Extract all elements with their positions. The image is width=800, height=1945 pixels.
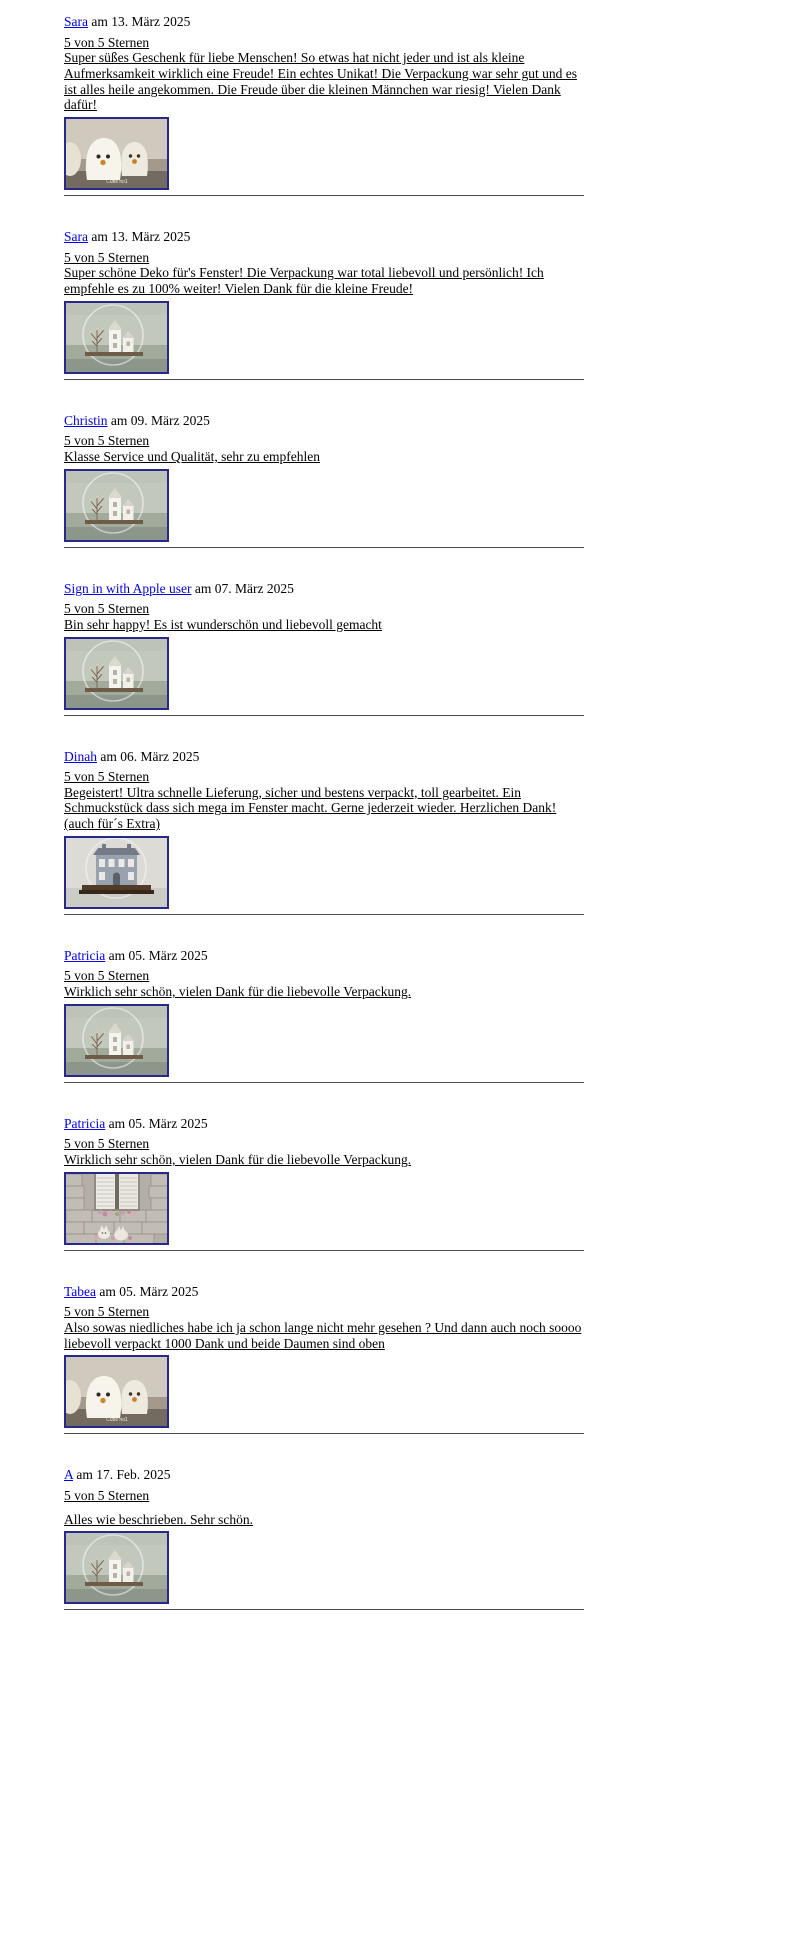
review-photo-link[interactable]	[64, 1355, 169, 1428]
review-divider	[64, 379, 584, 380]
photo-caption: Cutie no1	[106, 178, 128, 185]
review-photo-link[interactable]	[64, 836, 169, 909]
window-wall-photo-image	[66, 1174, 167, 1243]
white-houses-photo-image	[66, 1006, 167, 1075]
review-photo-ghost-lanterns	[64, 117, 169, 190]
review-photo-white-houses	[64, 301, 169, 374]
review-text: Also sowas niedliches habe ich ja schon lange nicht mehr gesehen ? Und dann auch noch soooo liebevoll verpackt 1000 Dank und beide Daumen sind oben	[64, 1320, 582, 1351]
reviewer-link[interactable]: Sign in with Apple user	[64, 580, 192, 596]
review-date: am 06. März 2025	[97, 748, 200, 764]
ghost-lanterns-photo-image	[66, 1357, 167, 1426]
review-item	[64, 1467, 584, 1610]
review-meta	[64, 14, 584, 30]
review-rating: 5 von 5 Sternen	[64, 1304, 150, 1320]
review-meta	[64, 749, 584, 765]
review-photo-link[interactable]	[64, 1004, 169, 1077]
review-item	[64, 581, 584, 716]
review-photo-link[interactable]	[64, 469, 169, 542]
review-divider	[64, 1609, 584, 1610]
review-photo-link[interactable]	[64, 117, 169, 190]
review-photo-ghost-lanterns	[64, 1355, 169, 1428]
review-photo-white-houses	[64, 469, 169, 542]
reviewer-link[interactable]: Christin	[64, 412, 108, 428]
review-date: am 05. März 2025	[105, 1115, 208, 1131]
reviewer-link[interactable]: Sara	[64, 228, 88, 244]
review-divider	[64, 1082, 584, 1083]
review-date: am 07. März 2025	[191, 580, 294, 596]
review-photo-window-wall	[64, 1172, 169, 1245]
review-meta	[64, 229, 584, 245]
review-rating: 5 von 5 Sternen	[64, 34, 150, 50]
review-photo-link[interactable]	[64, 1531, 169, 1604]
reviewer-link[interactable]: Patricia	[64, 1115, 106, 1131]
review-rating: 5 von 5 Sternen	[64, 769, 150, 785]
review-date: am 09. März 2025	[107, 412, 210, 428]
review-item	[64, 1284, 584, 1435]
review-item	[64, 749, 584, 915]
review-rating: 5 von 5 Sternen	[64, 601, 150, 617]
review-date: am 17. Feb. 2025	[73, 1467, 171, 1483]
review-meta	[64, 1116, 584, 1132]
reviewer-link[interactable]: Patricia	[64, 947, 106, 963]
reviewer-link[interactable]: Dinah	[64, 748, 97, 764]
review-photo-link[interactable]	[64, 1172, 169, 1245]
review-photo-white-houses	[64, 1004, 169, 1077]
review-meta	[64, 413, 584, 429]
review-photo-white-houses	[64, 637, 169, 710]
review-photo-link[interactable]	[64, 301, 169, 374]
white-houses-photo-image	[66, 639, 167, 708]
review-item	[64, 1116, 584, 1251]
review-text: Super schöne Deko für's Fenster! Die Verpackung war total liebevoll und persönlich! Ich empfehle es zu 100% weiter! Vielen Dank für die kleine Freude!	[64, 265, 544, 296]
review-item	[64, 413, 584, 548]
review-divider	[64, 715, 584, 716]
review-date: am 13. März 2025	[88, 228, 191, 244]
review-date: am 05. März 2025	[96, 1283, 199, 1299]
review-text: Bin sehr happy! Es ist wunderschön und liebevoll gemacht	[64, 616, 382, 632]
review-date: am 05. März 2025	[105, 947, 208, 963]
reviews-list	[64, 14, 584, 1610]
gray-house-photo-image	[66, 838, 167, 907]
review-meta	[64, 581, 584, 597]
review-rating: 5 von 5 Sternen	[64, 968, 150, 984]
white-houses-photo-image	[66, 303, 167, 372]
photo-caption: Cutie no1	[106, 1417, 128, 1424]
reviewer-link[interactable]: Sara	[64, 14, 88, 29]
review-text: Wirklich sehr schön, vielen Dank für die liebevolle Verpackung.	[64, 1152, 412, 1168]
review-divider	[64, 1433, 584, 1434]
review-text: Klasse Service und Qualität, sehr zu empfehlen	[64, 448, 321, 464]
ghost-lanterns-photo-image	[66, 119, 167, 188]
review-text: Alles wie beschrieben. Sehr schön.	[64, 1511, 253, 1527]
review-divider	[64, 1250, 584, 1251]
review-meta	[64, 1284, 584, 1300]
review-divider	[64, 914, 584, 915]
review-date: am 13. März 2025	[88, 14, 191, 29]
review-photo-white-houses	[64, 1531, 169, 1604]
review-photo-gray-house	[64, 836, 169, 909]
review-rating: 5 von 5 Sternen	[64, 1136, 150, 1152]
review-item	[64, 14, 584, 196]
review-item	[64, 229, 584, 380]
review-divider	[64, 547, 584, 548]
review-rating: 5 von 5 Sternen	[64, 433, 150, 449]
review-text: Begeistert! Ultra schnelle Lieferung, sicher und bestens verpackt, toll gearbeitet. Ein Schmuckstück dass sich mega im Fenster macht. Gerne jederzeit wieder. Herzlichen Dank! (auch für´s Extra)	[64, 784, 557, 832]
reviewer-link[interactable]: A	[64, 1467, 74, 1483]
review-text: Wirklich sehr schön, vielen Dank für die liebevolle Verpackung.	[64, 984, 412, 1000]
reviewer-link[interactable]: Tabea	[64, 1283, 97, 1299]
review-text: Super süßes Geschenk für liebe Menschen! So etwas hat nicht jeder und ist als kleine Aufmerksamkeit wirklich eine Freude! Ein echtes Unikat! Die Verpackung war sehr gut und es ist alles heile angekommen. Die Freude über die kleinen Männchen war riesig! Vielen Dank dafür!	[64, 50, 577, 113]
review-divider	[64, 195, 584, 196]
review-meta	[64, 1467, 584, 1483]
review-item	[64, 948, 584, 1083]
white-houses-photo-image	[66, 471, 167, 540]
review-meta	[64, 948, 584, 964]
review-rating: 5 von 5 Sternen	[64, 249, 150, 265]
review-rating: 5 von 5 Sternen	[64, 1488, 150, 1503]
review-photo-link[interactable]	[64, 637, 169, 710]
white-houses-photo-image	[66, 1533, 167, 1602]
